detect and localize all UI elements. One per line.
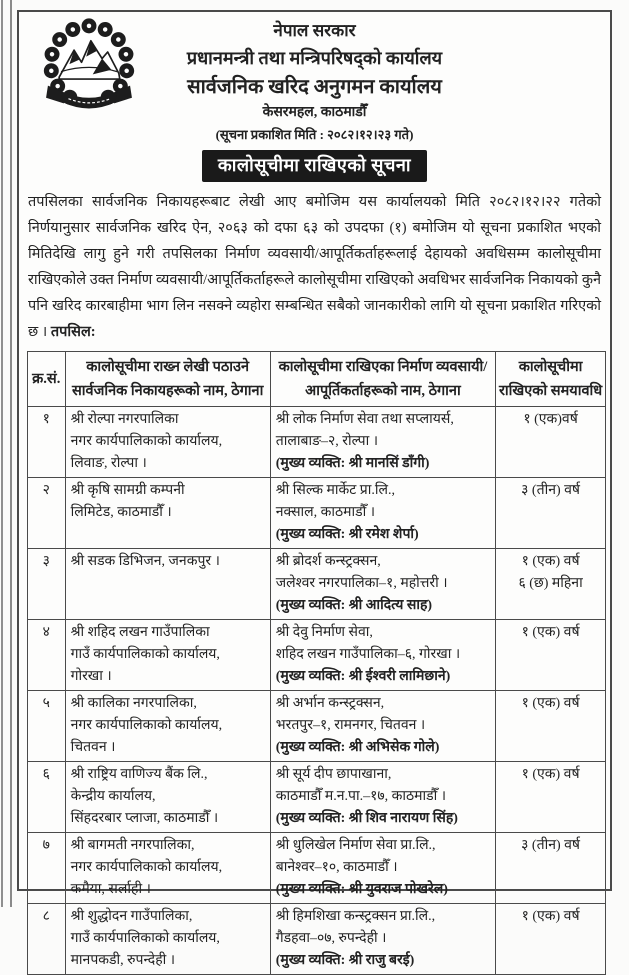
agency-cell: श्री बागमती नगरपालिका, नगर कार्यपालिकाको कार्यालय, कमैया, सर्लाही । bbox=[65, 833, 270, 904]
key-person: (मुख्य व्यक्ति: श्री अभिसेक गोले) bbox=[275, 740, 440, 755]
table-row bbox=[28, 549, 606, 620]
key-person: (मुख्य व्यक्ति: श्री ईश्वरी लामिछाने) bbox=[275, 669, 451, 684]
key-person: (मुख्य व्यक्ति: श्री आदित्य साह) bbox=[275, 598, 433, 613]
key-person: (मुख्य व्यक्ति: श्री रमेश शेर्पा) bbox=[275, 527, 419, 542]
vendor-cell bbox=[270, 407, 495, 478]
vendor-name-address: श्री लोक निर्माण सेवा तथा सप्लायर्स, तालाबाङ–२, रोल्पा । bbox=[275, 412, 454, 449]
serial-cell: ६ bbox=[28, 762, 66, 833]
notice-body-paragraph bbox=[28, 189, 601, 345]
col-header-duration: कालोसूचीमा राखिएको समयावधि bbox=[496, 352, 606, 407]
tapasil-label: तपसिल: bbox=[50, 324, 96, 340]
nepal-coat-of-arms-emblem bbox=[33, 15, 145, 117]
key-person: (मुख्य व्यक्ति: श्री शिव नारायण सिंह) bbox=[275, 811, 458, 826]
duration-cell: १ (एक) वर्ष bbox=[496, 620, 606, 691]
vendor-cell bbox=[270, 691, 495, 762]
serial-cell: २ bbox=[28, 478, 66, 549]
agency-cell: श्री शुद्धोदन गाउँपालिका, गाउँ कार्यपालिकाको कार्यालय, मानपकडी, रुपन्देही । bbox=[65, 904, 270, 975]
agency-cell: श्री कालिका नगरपालिका, नगर कार्यपालिकाको कार्यालय, चितवन । bbox=[65, 691, 270, 762]
agency-cell: श्री राष्ट्रिय वाणिज्य बैंक लि., केन्द्रीय कार्यालय, सिंहदरबार प्लाजा, काठमाडौँ । bbox=[65, 762, 270, 833]
duration-cell: १ (एक) वर्ष bbox=[496, 691, 606, 762]
key-person: (मुख्य व्यक्ति: श्री युवराज पोखरेल) bbox=[275, 882, 448, 897]
notice-page bbox=[17, 10, 612, 968]
key-person: (मुख्य व्यक्ति: श्री राजु बरई) bbox=[275, 953, 415, 968]
table-row bbox=[28, 478, 606, 549]
table-row bbox=[28, 904, 606, 975]
table-row bbox=[28, 407, 606, 478]
agency-cell: श्री कृषि सामग्री कम्पनी लिमिटेड, काठमाडौँ । bbox=[65, 478, 270, 549]
duration-cell: १ (एक)वर्ष bbox=[496, 407, 606, 478]
office-address: केसरमहल, काठमाडौँ bbox=[262, 105, 367, 120]
table-header-row bbox=[28, 352, 606, 407]
serial-cell: ५ bbox=[28, 691, 66, 762]
duration-cell: १ (एक) वर्ष ६ (छ) महिना bbox=[496, 549, 606, 620]
vendor-name-address: श्री सूर्य दीप छापाखाना, काठमाडौँ म.न.पा.–१७, काठमाडौँ । bbox=[275, 767, 447, 804]
vendor-cell bbox=[270, 620, 495, 691]
vendor-name-address: श्री हिमशिखा कन्स्ट्रक्सन प्रा.लि., गैडहवा–०७, रुपन्देही । bbox=[275, 909, 436, 946]
vendor-cell bbox=[270, 762, 495, 833]
blacklist-table bbox=[27, 351, 606, 975]
table-row bbox=[28, 833, 606, 904]
office-name: सार्वजनिक खरिद अनुगमन कार्यालय bbox=[187, 76, 442, 98]
col-header-vendor: कालोसूचीमा राखिएका निर्माण व्यवसायी/आपूर्तिकर्ताहरूको नाम, ठेगाना bbox=[270, 352, 495, 407]
notice-body-text: तपसिलका सार्वजनिक निकायहरूबाट लेखी आए बमोजिम यस कार्यालयको मिति २०८२।१२।२२ गतेको निर्णयानुसार सार्वजनिक खरिद ऐन, २०६३ को दफा ६३ को उपदफा (१) बमोजिम यो सूचना प्रकाशित भएको मितिदेखि लागु हुने गरी तपसिलका निर्माण व्यवसायी/आपूर्तिकर्ताहरूलाई देहायको अवधिसम्म कालोसूचीमा राखिएकोले उक्त निर्माण व्यवसायी/आपूर्तिकर्ताहरूले कालोसूचीमा राखिएको अवधिभर सार्वजनिक निकायको कुनै पनि खरिद कारबाहीमा भाग लिन नसक्ने व्यहोरा सम्बन्धित सबैको जानकारीको लागि यो सूचना प्रकाशित गरिएको छ । bbox=[28, 194, 601, 340]
agency-cell: श्री सडक डिभिजन, जनकपुर । bbox=[65, 549, 270, 620]
notice-title-banner: कालोसूचीमा राखिएको सूचना bbox=[202, 150, 427, 182]
col-header-serial: क्र.सं. bbox=[28, 352, 66, 407]
vendor-cell bbox=[270, 904, 495, 975]
vendor-name-address: श्री धुलिखेल निर्माण सेवा प्रा.लि., बानेश्वर–१०, काठमाडौँ । bbox=[275, 838, 436, 875]
parent-office-name: प्रधानमन्त्री तथा मन्त्रिपरिषद्को कार्यालय bbox=[186, 48, 443, 68]
agency-cell: श्री शहिद लखन गाउँपालिका गाउँ कार्यपालिकाको कार्यालय, गोरखा । bbox=[65, 620, 270, 691]
vendor-cell bbox=[270, 478, 495, 549]
table-row bbox=[28, 691, 606, 762]
vendor-name-address: श्री देवु निर्माण सेवा, शहिद लखन गाउँपालिका–६, गोरखा । bbox=[275, 625, 461, 662]
vendor-name-address: श्री सिल्क मार्केट प्रा.लि., नक्साल, काठमाडौँ । bbox=[275, 483, 395, 520]
table-row bbox=[28, 762, 606, 833]
government-name: नेपाल सरकार bbox=[273, 21, 356, 40]
vendor-cell bbox=[270, 549, 495, 620]
key-person: (मुख्य व्यक्ति: श्री मानसिं डाँगी) bbox=[275, 456, 430, 471]
scan-edge-artifact bbox=[1, 0, 12, 907]
duration-cell: ३ (तीन) वर्ष bbox=[496, 478, 606, 549]
publication-date: (सूचना प्रकाशित मिति : २०८२।१२।२३ गते) bbox=[215, 127, 414, 142]
duration-cell: १ (एक) वर्ष bbox=[496, 762, 606, 833]
col-header-agency: कालोसूचीमा राख्न लेखी पठाउने सार्वजनिक निकायहरूको नाम, ठेगाना bbox=[65, 352, 270, 407]
agency-cell: श्री रोल्पा नगरपालिका नगर कार्यपालिकाको कार्यालय, लिवाङ, रोल्पा । bbox=[65, 407, 270, 478]
table-row bbox=[28, 620, 606, 691]
serial-cell: ४ bbox=[28, 620, 66, 691]
serial-cell: १ bbox=[28, 407, 66, 478]
vendor-cell bbox=[270, 833, 495, 904]
vendor-name-address: श्री ब्रोदर्श कन्स्ट्रक्सन, जलेश्वर नगरपालिका–१, महोत्तरी । bbox=[275, 554, 448, 591]
vendor-name-address: श्री अर्भान कन्स्ट्रक्सन, भरतपुर–१, रामनगर, चितवन । bbox=[275, 696, 426, 733]
serial-cell: ७ bbox=[28, 833, 66, 904]
serial-cell: ३ bbox=[28, 549, 66, 620]
duration-cell: ३ (तीन) वर्ष bbox=[496, 833, 606, 904]
serial-cell: ८ bbox=[28, 904, 66, 975]
duration-cell: १ (एक) वर्ष bbox=[496, 904, 606, 975]
